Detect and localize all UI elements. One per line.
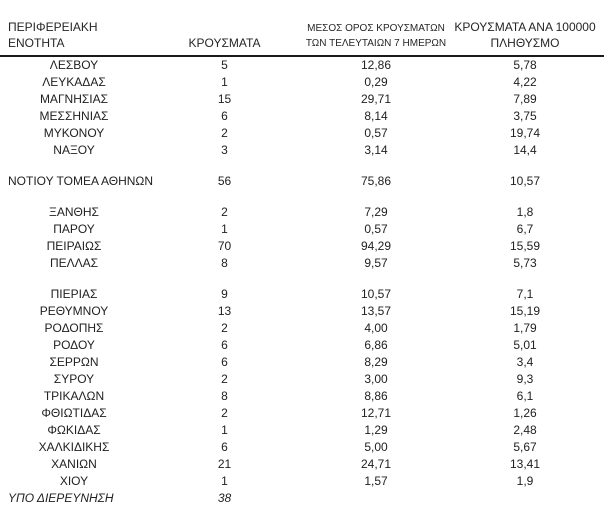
per-100k-cell: 7,89 [513, 92, 537, 106]
per-100k-cell: 15,59 [509, 239, 541, 253]
avg-7day-cell: 1,29 [364, 423, 388, 437]
table-row [0, 125, 609, 142]
avg-7day-cell: 1,57 [364, 474, 388, 488]
cases-cell: 70 [217, 239, 232, 253]
table-row [0, 221, 609, 238]
table-row [0, 354, 609, 371]
cases-cell: 9 [221, 287, 228, 301]
cases-cell: 5 [221, 58, 228, 72]
region-cell: ΜΑΓΝΗΣΙΑΣ [39, 92, 109, 106]
cases-cell: 8 [221, 256, 228, 270]
column-header-7day-average [301, 21, 451, 55]
region-cell: ΣΥΡΟΥ [53, 372, 95, 386]
region-cell: ΦΘΙΩΤΙΔΑΣ [41, 406, 107, 420]
group-spacer [0, 272, 609, 286]
table-row [0, 320, 609, 337]
region-cell: ΣΕΡΡΩΝ [49, 355, 99, 369]
column-header-cases-per-100k [451, 19, 599, 55]
column-header-label-line2: ΠΛΗΘΥΣΜΟ [490, 36, 560, 50]
avg-7day-cell: 3,14 [364, 143, 388, 157]
table-header-row [0, 0, 609, 55]
avg-7day-cell: 94,29 [360, 239, 392, 253]
region-cell: ΧΑΛΚΙΔΙΚΗΣ [38, 440, 110, 454]
region-cell: ΛΕΣΒΟΥ [49, 58, 99, 72]
region-cell: ΡΕΘΥΜΝΟΥ [39, 304, 109, 318]
per-100k-cell: 6,1 [516, 389, 534, 403]
table-row [0, 142, 609, 159]
per-100k-cell: 5,73 [513, 256, 537, 270]
avg-7day-cell: 0,57 [364, 222, 388, 236]
group-spacer [0, 159, 609, 173]
group-spacer [0, 190, 609, 204]
table-row [0, 238, 609, 255]
avg-7day-cell: 29,71 [360, 92, 392, 106]
table-row [0, 473, 609, 490]
avg-7day-cell: 7,29 [364, 205, 388, 219]
region-cell: ΦΩΚΙΔΑΣ [47, 423, 101, 437]
cases-cell: 1 [221, 474, 228, 488]
cases-cell: 6 [221, 109, 228, 123]
avg-7day-cell: 10,57 [360, 287, 392, 301]
cases-cell: 13 [217, 304, 232, 318]
avg-7day-cell: 13,57 [360, 304, 392, 318]
per-100k-cell: 1,79 [513, 321, 537, 335]
column-header-label-line1: ΜΕΣΟΣ ΟΡΟΣ ΚΡΟΥΣΜΑΤΩΝ [307, 23, 445, 34]
table-row [0, 490, 609, 507]
avg-7day-cell [301, 490, 451, 507]
cases-cell: 2 [221, 205, 228, 219]
table-row [0, 388, 609, 405]
table-row [0, 91, 609, 108]
cases-cell: 15 [217, 92, 232, 106]
per-100k-cell: 19,74 [509, 126, 541, 140]
cases-cell: 2 [221, 321, 228, 335]
column-header-regional-unit [0, 19, 148, 55]
avg-7day-cell: 9,57 [364, 256, 388, 270]
table-row [0, 337, 609, 354]
per-100k-cell: 5,78 [513, 58, 537, 72]
region-cell: ΝΑΞΟΥ [53, 143, 95, 157]
table-row [0, 74, 609, 91]
region-cell: ΧΙΟΥ [59, 474, 89, 488]
region-cell: ΤΡΙΚΑΛΩΝ [43, 389, 105, 403]
per-100k-cell: 1,9 [516, 474, 534, 488]
cases-cell: 2 [221, 372, 228, 386]
region-cell: ΞΑΝΘΗΣ [49, 205, 99, 219]
avg-7day-cell: 75,86 [360, 174, 392, 188]
per-100k-cell: 15,19 [509, 304, 541, 318]
table-row [0, 439, 609, 456]
region-cell: ΧΑΝΙΩΝ [51, 457, 97, 471]
per-100k-cell: 7,1 [516, 287, 534, 301]
cases-cell: 1 [221, 222, 228, 236]
cases-cell: 8 [221, 389, 228, 403]
cases-cell: 6 [221, 440, 228, 454]
cases-cell: 38 [217, 491, 232, 505]
avg-7day-cell: 24,71 [360, 457, 392, 471]
cases-cell: 56 [217, 174, 232, 188]
per-100k-cell: 9,3 [516, 372, 534, 386]
avg-7day-cell: 12,71 [360, 406, 392, 420]
region-cell: ΡΟΔΟΠΗΣ [44, 321, 104, 335]
per-100k-cell: 5,01 [513, 338, 537, 352]
avg-7day-cell: 8,14 [364, 109, 388, 123]
table-row [0, 422, 609, 439]
cases-cell: 21 [217, 457, 232, 471]
per-100k-cell: 14,4 [513, 143, 537, 157]
per-100k-cell: 3,75 [513, 109, 537, 123]
table-row [0, 405, 609, 422]
cases-cell: 2 [221, 126, 228, 140]
region-cell: ΜΥΚΟΝΟΥ [43, 126, 105, 140]
avg-7day-cell: 3,00 [364, 372, 388, 386]
table-row [0, 303, 609, 320]
table-row [0, 456, 609, 473]
per-100k-cell: 1,8 [516, 205, 534, 219]
avg-7day-cell: 4,00 [364, 321, 388, 335]
avg-7day-cell: 8,29 [364, 355, 388, 369]
per-100k-cell: 3,4 [516, 355, 534, 369]
avg-7day-cell: 8,86 [364, 389, 388, 403]
table-body [0, 57, 609, 507]
table-row [0, 173, 609, 190]
cases-cell: 1 [221, 75, 228, 89]
cases-cell: 6 [221, 355, 228, 369]
region-cell: ΥΠΟ ΔΙΕΡΕΥΝΗΣΗ [8, 491, 114, 505]
region-cell: ΡΟΔΟΥ [53, 338, 95, 352]
cases-cell: 1 [221, 423, 228, 437]
region-cell: ΝΟΤΙΟΥ ΤΟΜΕΑ ΑΘΗΝΩΝ [8, 174, 154, 188]
avg-7day-cell: 6,86 [364, 338, 388, 352]
cases-cell: 3 [221, 143, 228, 157]
region-cell: ΜΕΣΣΗΝΙΑΣ [39, 109, 109, 123]
column-header-cases [148, 35, 301, 55]
region-cell: ΠΕΛΛΑΣ [49, 256, 99, 270]
table-row [0, 255, 609, 272]
avg-7day-cell: 0,57 [364, 126, 388, 140]
column-header-label-line1: ΚΡΟΥΣΜΑΤΑ ΑΝΑ 100000 [454, 20, 596, 34]
per-100k-cell: 6,7 [516, 222, 534, 236]
table-row [0, 108, 609, 125]
per-100k-cell [451, 490, 599, 507]
column-header-label-line2: ΤΩΝ ΤΕΛΕΥΤΑΙΩΝ 7 ΗΜΕΡΩΝ [305, 38, 447, 49]
region-cell: ΛΕΥΚΑΔΑΣ [42, 75, 106, 89]
region-cell: ΠΕΙΡΑΙΩΣ [46, 239, 102, 253]
per-100k-cell: 1,26 [513, 406, 537, 420]
avg-7day-cell: 5,00 [364, 440, 388, 454]
per-100k-cell: 5,67 [513, 440, 537, 454]
cases-cell: 6 [221, 338, 228, 352]
table-row [0, 286, 609, 303]
region-cell: ΠΙΕΡΙΑΣ [50, 287, 98, 301]
avg-7day-cell: 12,86 [360, 58, 392, 72]
per-100k-cell: 2,48 [513, 423, 537, 437]
table-row [0, 371, 609, 388]
region-cell: ΠΑΡΟΥ [53, 222, 95, 236]
column-header-label: ΚΡΟΥΣΜΑΤΑ [188, 36, 261, 50]
avg-7day-cell: 0,29 [364, 75, 388, 89]
per-100k-cell: 4,22 [513, 75, 537, 89]
cases-cell: 2 [221, 406, 228, 420]
column-header-label: ΠΕΡΙΦΕΡΕΙΑΚΗ ΕΝΟΤΗΤΑ [8, 20, 98, 50]
table-row [0, 204, 609, 221]
per-100k-cell: 13,41 [509, 457, 541, 471]
table-row [0, 57, 609, 74]
per-100k-cell: 10,57 [509, 174, 541, 188]
